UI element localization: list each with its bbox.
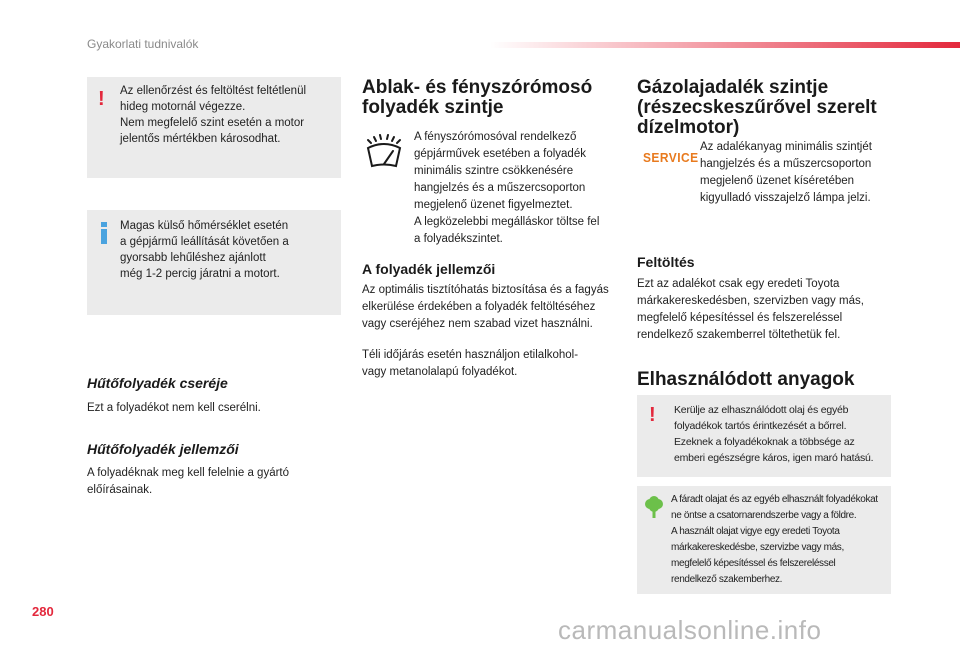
text-line: márkakereskedésbe, szervizbe vagy más, bbox=[671, 542, 844, 553]
text-line: Az ellenőrzést és feltöltést feltétlenül bbox=[120, 85, 307, 97]
eco-box-disposal bbox=[637, 486, 891, 594]
text-line: kigyulladó visszajelző lámpa jelzi. bbox=[700, 192, 871, 204]
fuel-additive-heading: Gázolajadalék szintje (részecskeszűrővel szerelt dízelmotor) bbox=[637, 77, 877, 138]
text-line: rendelkező szakemberhez. bbox=[671, 574, 783, 585]
fluid-spec-heading: A folyadék jellemzői bbox=[362, 261, 496, 277]
text-line: gyorsabb lehűléshez ajánlott bbox=[120, 252, 266, 264]
tree-eco-icon bbox=[643, 496, 665, 518]
windscreen-washer-icon bbox=[364, 134, 404, 172]
text-line: A fényszórómosóval rendelkező bbox=[414, 131, 577, 143]
watermark: carmanualsonline.info bbox=[558, 615, 822, 645]
text-line: Ezeknek a folyadékoknak a többsége az bbox=[674, 436, 855, 448]
text-line: emberi egészségre káros, igen maró hatású. bbox=[674, 452, 874, 464]
text-line: Magas külső hőmérséklet esetén bbox=[120, 220, 289, 232]
text-line: Az adalékanyag minimális szintjét bbox=[700, 141, 872, 153]
text-line: A folyadéknak meg kell felelnie a gyártó bbox=[87, 467, 290, 479]
text-line: Kerülje az elhasználódott olaj és egyéb bbox=[674, 404, 849, 416]
text-line: A legközelebbi megálláskor töltse fel bbox=[414, 216, 600, 228]
service-warning-icon: SERVICE bbox=[643, 150, 699, 165]
used-materials-heading: Elhasználódott anyagok bbox=[637, 369, 855, 390]
header-accent-bar bbox=[490, 42, 960, 48]
text-line: megjelenő üzenet kíséretében bbox=[700, 175, 855, 187]
text-line: hideg motornál végezze. bbox=[120, 101, 246, 113]
text-line: megfelelő képesítéssel és felszereléssel bbox=[637, 312, 843, 324]
text-line: még 1-2 percig járatni a motort. bbox=[120, 268, 280, 280]
text-line: márkakereskedésben, szervizben vagy más, bbox=[637, 295, 864, 307]
info-box-hot-weather bbox=[87, 210, 341, 315]
text-line: vagy cseréjéhez nem szabad vizet használni. bbox=[362, 318, 593, 330]
text-line: Nem megfelelő szint esetén a motor bbox=[120, 117, 305, 129]
page-number: 280 bbox=[32, 604, 54, 619]
text-line: gépjárművek esetében a folyadék bbox=[414, 148, 586, 160]
coolant-change-heading: Hűtőfolyadék cseréje bbox=[87, 375, 228, 391]
text-line: minimális szintre csökkenésére bbox=[414, 165, 574, 177]
text-line: megfelelő képesítéssel és felszereléssel bbox=[671, 558, 836, 569]
text-line: jelentős mértékben károsodhat. bbox=[120, 133, 281, 145]
refill-heading: Feltöltés bbox=[637, 254, 695, 270]
info-icon bbox=[100, 222, 108, 244]
text-line: vagy metanolalapú folyadékot. bbox=[362, 366, 518, 378]
text-line: Az optimális tisztítóhatás biztosítása és a fagyás bbox=[362, 284, 609, 296]
text-line: a folyadékszintet. bbox=[414, 233, 503, 245]
text-line: elkerülése érdekében a folyadék feltöltéséhez bbox=[362, 301, 596, 313]
warning-exclamation-icon: ! bbox=[649, 404, 656, 426]
text-line: hangjelzés és a műszercsoporton bbox=[700, 158, 872, 170]
text-line: hangjelzés és a műszercsoporton bbox=[414, 182, 586, 194]
text-line: Ezt az adalékot csak egy eredeti Toyota bbox=[637, 278, 840, 290]
text-line: folyadékok tartós érintkezését a bőrrel. bbox=[674, 420, 847, 432]
text-line: rendelkező szakemberrel töltethetük fel. bbox=[637, 329, 841, 341]
text-line: A fáradt olajat és az egyéb elhasznált folyadékokat bbox=[671, 494, 878, 505]
washer-fluid-heading: Ablak- és fényszórómosó folyadék szintje bbox=[362, 77, 593, 118]
warning-box-cold-engine bbox=[87, 77, 341, 178]
section-title: Gyakorlati tudnivalók bbox=[87, 37, 199, 51]
text-line: A használt olajat vigye egy eredeti Toyota bbox=[671, 526, 840, 537]
warning-box-used-oil bbox=[637, 395, 891, 477]
text-line: előírásainak. bbox=[87, 484, 153, 496]
text-line: a gépjármű leállítását követően a bbox=[120, 236, 289, 248]
warning-exclamation-icon: ! bbox=[98, 88, 105, 110]
text-line: Téli időjárás esetén használjon etilalkohol- bbox=[362, 349, 579, 361]
coolant-change-text: Ezt a folyadékot nem kell cserélni. bbox=[87, 402, 261, 414]
coolant-spec-heading: Hűtőfolyadék jellemzői bbox=[87, 441, 239, 457]
text-line: ne öntse a csatornarendszerbe vagy a földre. bbox=[671, 510, 857, 521]
text-line: megjelenő üzenet figyelmeztet. bbox=[414, 199, 573, 211]
